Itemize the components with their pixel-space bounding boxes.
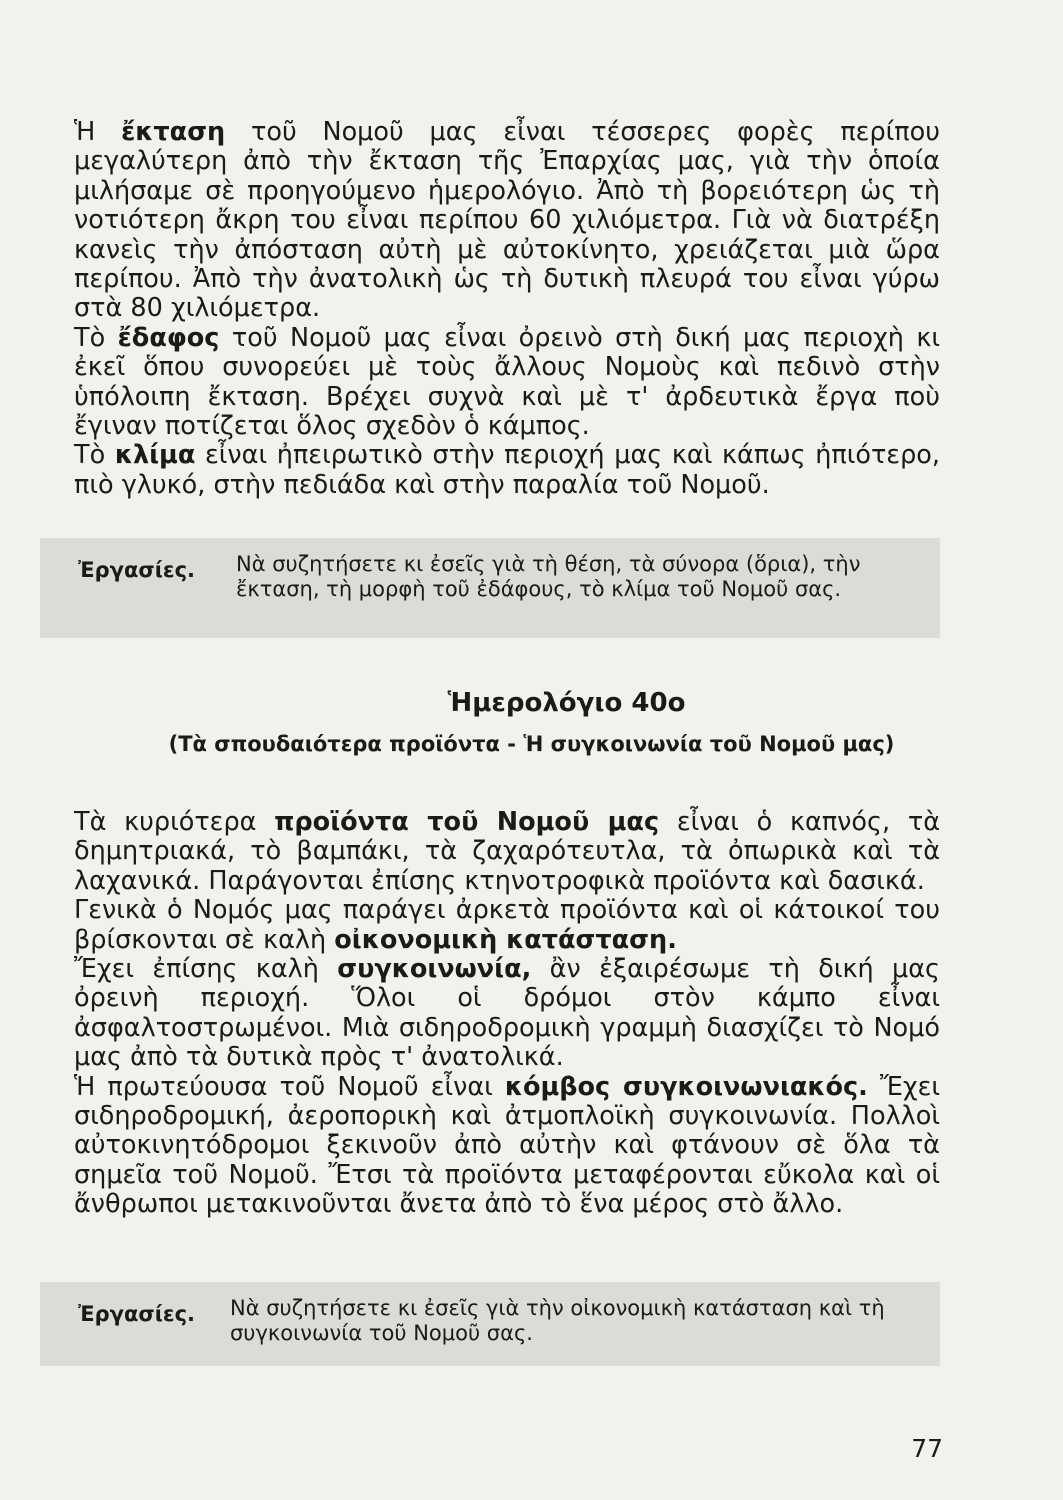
keyword-climate: κλίμα	[114, 440, 196, 471]
section-products-transport	[74, 808, 940, 1220]
keyword-terrain: ἔδαφος	[117, 322, 220, 353]
keyword-transport: συγκοινωνία,	[337, 954, 532, 985]
paragraph-terrain: Τὸ ἔδαφος τοῦ Νομοῦ μας εἶναι ὀρεινὸ στὴ δική μας περιοχὴ κι ἐκεῖ ὅπου συνορεύει μὲ τοὺς ἄλλους Νομοὺς καὶ πεδινὸ στὴν ὑπόλοιπη ἔκταση. Βρέχει συχνὰ καὶ μὲ τ' ἀρδευτικὰ ἔργα ποὺ ἔγιναν ποτίζεται ὅλος σχεδὸν ὁ κάμπος.	[74, 322, 940, 442]
page-number: 77	[911, 1434, 943, 1463]
keyword-area: ἔκταση	[121, 117, 226, 147]
exercise-box-2	[40, 1282, 940, 1366]
diary-heading	[0, 688, 1063, 756]
paragraph-products: Τὰ κυριότερα προϊόντα τοῦ Νομοῦ μας εἶναι ὁ καπνός, τὰ δημητριακά, τὸ βαμπάκι, τὰ ζαχαρότευτλα, τὰ ὀπωρικὰ καὶ τὰ λαχανικά. Παράγονται ἐπίσης κτηνοτροφικὰ προϊόντα καὶ δασικά.	[74, 807, 940, 896]
exercise-text: Νὰ συζητήσετε κι ἐσεῖς γιὰ τὴν οἰκονομικὴ κατάσταση καὶ τὴ συγκοινωνία τοῦ Νομοῦ σας.	[230, 1296, 885, 1345]
keyword-hub: κόμβος συγκοινωνιακός.	[504, 1071, 868, 1102]
section-area-climate	[74, 118, 940, 500]
keyword-products: προϊόντα τοῦ Νομοῦ μας	[274, 807, 660, 837]
keyword-economy: οἰκονομικὴ κατάσταση.	[334, 924, 677, 955]
exercise-text: Νὰ συζητήσετε κι ἐσεῖς γιὰ τὴ θέση, τὰ σύνορα (ὅρια), τὴν ἔκταση, τὴ μορφὴ τοῦ ἐδάφους, τὸ κλίμα τοῦ Νομοῦ σας.	[236, 552, 861, 601]
exercise-box-1	[40, 538, 940, 638]
exercise-label: Ἐργασίες.	[78, 558, 196, 582]
diary-subtitle: (Τὰ σπουδαιότερα προϊόντα - Ἡ συγκοινωνία τοῦ Νομοῦ μας)	[168, 732, 895, 756]
paragraph-capital: Ἡ πρωτεύουσα τοῦ Νομοῦ εἶναι κόμβος συγκοινωνιακός. Ἔχει σιδηροδρομική, ἀεροπορικὴ καὶ ἀτμοπλοϊκὴ συγκοινωνία. Πολλοὶ αὐτοκινητόδρομοι ξεκινοῦν ἀπὸ αὐτὴν καὶ φτάνουν σὲ ὅλα τὰ σημεῖα τοῦ Νομοῦ. Ἔτσι τὰ προϊόντα μεταφέρονται εὔκολα καὶ οἱ ἄνθρωποι μετακινοῦνται ἄνετα ἀπὸ τὸ ἕνα μέρος στὸ ἄλλο.	[74, 1071, 940, 1220]
paragraph-climate: Τὸ κλίμα εἶναι ἠπειρωτικὸ στὴν περιοχή μας καὶ κάπως ἠπιότερο, πιὸ γλυκό, στὴν πεδιάδα καὶ στὴν παραλία τοῦ Νομοῦ.	[74, 440, 940, 500]
paragraph-economy: Γενικὰ ὁ Νομός μας παράγει ἀρκετὰ προϊόντα καὶ οἱ κάτοικοί του βρίσκονται σὲ καλὴ οἰκονομικὴ κατάσταση.	[74, 895, 940, 955]
paragraph-transport: Ἔχει ἐπίσης καλὴ συγκοινωνία, ἂν ἐξαιρέσωμε τὴ δική μας ὀρεινὴ περιοχή. Ὅλοι οἱ δρόμοι στὸν κάμπο εἶναι ἀσφαλτοστρωμένοι. Μιὰ σιδηροδρομικὴ γραμμὴ διασχίζει τὸ Νομό μας ἀπὸ τὰ δυτικὰ πρὸς τ' ἀνατολικά.	[74, 954, 940, 1073]
exercise-label: Ἐργασίες.	[78, 1302, 196, 1326]
paragraph-area: Ἡ ἔκταση τοῦ Νομοῦ μας εἶναι τέσσερες φορὲς περίπου μεγαλύτερη ἀπὸ τὴν ἔκταση τῆς Ἐπαρχίας μας, γιὰ τὴν ὁποία μιλήσαμε σὲ προηγούμενο ἡμερολόγιο. Ἀπὸ τὴ βορειότερη ὡς τὴ νοτιότερη ἄκρη του εἶναι περίπου 60 χιλιόμετρα. Γιὰ νὰ διατρέξη κανεὶς τὴν ἀπόσταση αὐτὴ μὲ αὐτοκίνητο, χρειάζεται μιὰ ὥρα περίπου. Ἀπὸ τὴν ἀνατολικὴ ὡς τὴ δυτικὴ πλευρά του εἶναι γύρω στὰ 80 χιλιόμετρα.	[74, 117, 940, 324]
diary-title: Ἡμερολόγιο 40ο	[447, 688, 686, 718]
